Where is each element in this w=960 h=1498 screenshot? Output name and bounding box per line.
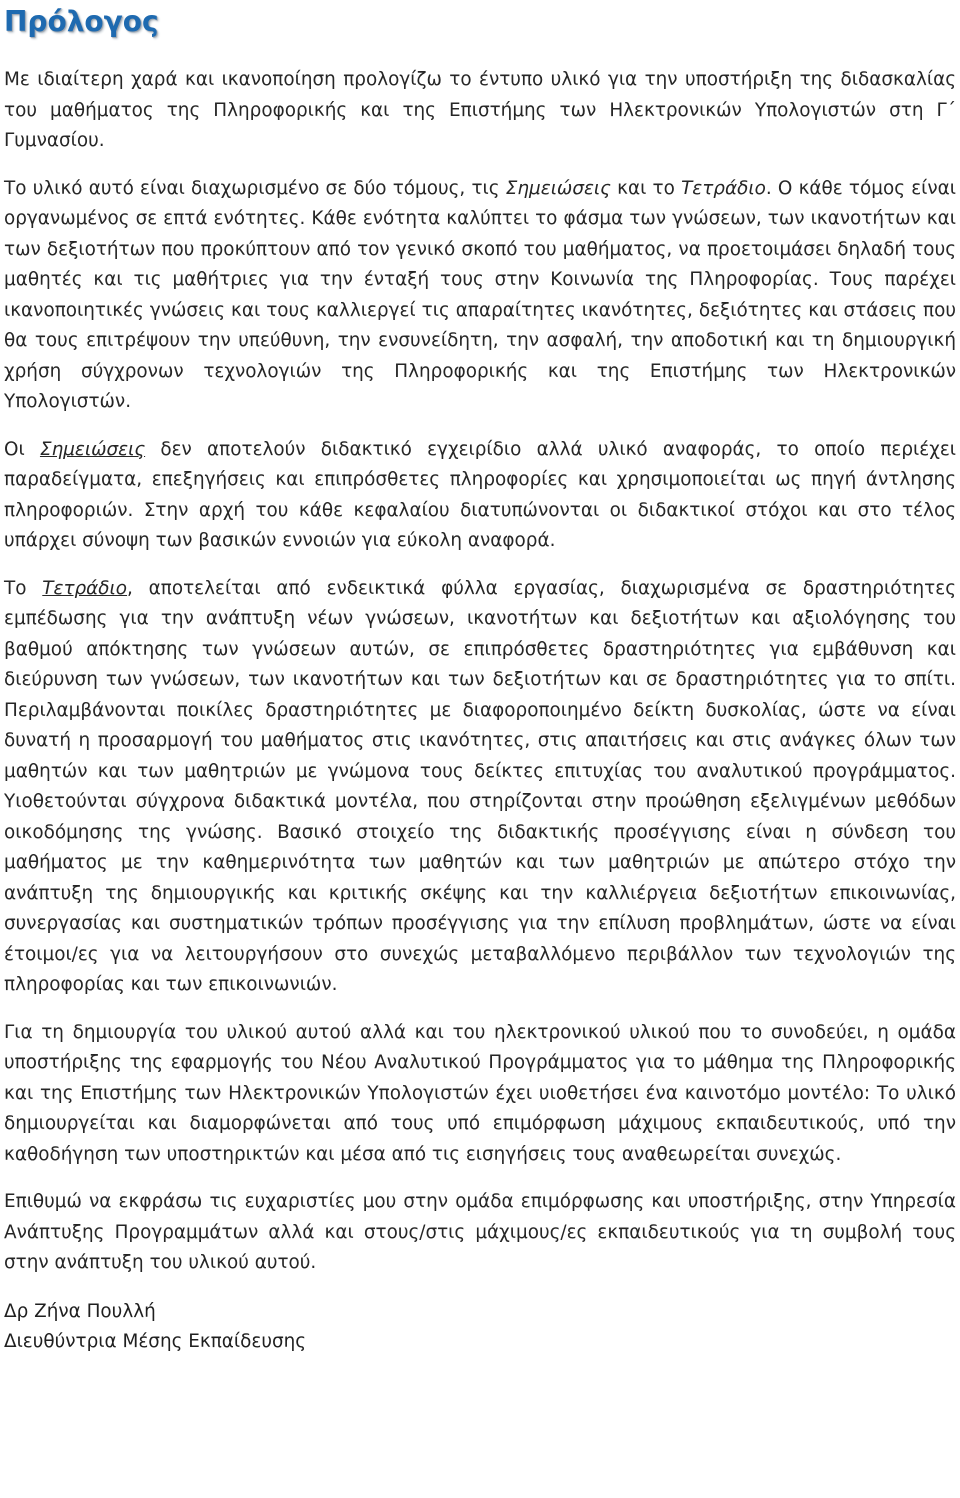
document-body bbox=[4, 65, 956, 1357]
p2-text-e: . Ο κάθε τόμος είναι οργανωμένος σε επτά ενότητες. Κάθε ενότητα καλύπτει το φάσμα των γνώσεων, των ικανοτήτων και των δεξιοτήτων που προκύπτουν από τον γενικό σκοπό του μαθήματος, να προετοιμάσει δηλαδή τους μαθητές και τις μαθήτριες για την ένταξή τους στην Κοινωνία της Πληροφορίας. Τους παρέχει ικανοποιητικές γνώσεις και τους καλλιεργεί τις απαραίτητες ικανότητες, δεξιότητες και στάσεις που θα τους επιτρέψουν την υπεύθυνη, την ενσυνείδητη, την ασφαλή, την αποδοτική και τη δημιουργική χρήση σύγχρονων τεχνολογιών της Πληροφορικής και της Επιστήμης των Ηλεκτρονικών Υπολογιστών. bbox=[4, 177, 956, 412]
p2-text-a: Το υλικό αυτό είναι διαχωρισμένο σε δύο τόμους, τις bbox=[4, 177, 506, 199]
signature-name: Δρ Ζήνα Πουλλή bbox=[4, 1300, 156, 1322]
paragraph-3 bbox=[4, 435, 956, 557]
paragraph-5: Για τη δημιουργία του υλικού αυτού αλλά και του ηλεκτρονικού υλικού που το συνοδεύει, η ομάδα υποστήριξης της εφαρμογής του Νέου Αναλυτικού Προγράμματος για το μάθημα της Πληροφορικής και της Επιστήμης των Ηλεκτρονικών Υπολογιστών έχει υιοθετήσει ένα καινοτόμο μοντέλο: Το υλικό δημιουργείται και διαμορφώνεται από τους υπό επιμόρφωση μάχιμους εκπαιδευτικούς, υπό την καθοδήγηση των υποστηρικτών και μέσα από τις εισηγήσεις τους αναθεωρείται συνεχώς. bbox=[4, 1021, 956, 1165]
p4-workbook-term: Τετράδιο bbox=[42, 577, 128, 599]
page-title: Πρόλογος bbox=[4, 5, 159, 38]
p4-text-a: Το bbox=[4, 577, 43, 599]
signature-role: Διευθύντρια Μέσης Εκπαίδευσης bbox=[4, 1330, 307, 1352]
p2-workbook-term: Τετράδιο bbox=[681, 177, 766, 199]
paragraph-6: Επιθυμώ να εκφράσω τις ευχαριστίες μου στην ομάδα επιμόρφωσης και υποστήριξης, στην Υπηρεσία Ανάπτυξης Προγραμμάτων αλλά και στους/στις μάχιμους/ες εκπαιδευτικούς για τη συμβολή τους στην ανάπτυξη του υλικού αυτού. bbox=[4, 1191, 956, 1273]
p3-text-c: δεν αποτελούν διδακτικό εγχειρίδιο αλλά υλικό αναφοράς, το οποίο περιέχει παραδείγματα, επεξηγήσεις και επιπρόσθετες πληροφορίες και χρησιμοποιείται ως πηγή άντλησης πληροφοριών. Στην αρχή του κάθε κεφαλαίου διατυπώνονται οι διδακτικοί στόχοι και στο τέλος υπάρχει σύνοψη των βασικών εννοιών για εύκολη αναφορά. bbox=[4, 438, 956, 551]
p4-text-c: , αποτελείται από ενδεικτικά φύλλα εργασίας, διαχωρισμένα σε δραστηριότητες εμπέδωσης για την ανάπτυξη νέων γνώσεων, ικανοτήτων και δεξιοτήτων και αξιολόγησης του βαθμού απόκτησης των γνώσεων αυτών, σε επιπρόσθετες δραστηριότητες για εμβάθυνση και διεύρυνση των γνώσεων, των ικανοτήτων και των δεξιοτήτων και σε δραστηριότητες για το σπίτι. Περιλαμβάνονται ποικίλες δραστηριότητες με διαφοροποιημένο δείκτη δυσκολίας, ώστε να είναι δυνατή η προσαρμογή του μαθήματος στις ικανότητες, στις απαιτήσεις και στις ανάγκες όλων των μαθητών και των μαθητριών με γνώμονα τους δείκτες επιτυχίας του αναλυτικού προγράμματος. Υιοθετούνται σύγχρονα διδακτικά μοντέλα, που στηρίζονται στην προώθηση εξελιγμένων μεθόδων οικοδόμησης της γνώσης. Βασικό στοιχείο της διδακτικής προσέγγισης είναι η σύνδεση του μαθήματος με την καθημερινότητα των μαθητών και των μαθητριών με απώτερο στόχο την ανάπτυξη της δημιουργικής και κριτικής σκέψης και την καλλιέργεια δεξιοτήτων επικοινωνίας, συνεργασίας και συστηματικών τρόπων προσέγγισης για την επίλυση προβλημάτων, ώστε να είναι έτοιμοι/ες για να λειτουργήσουν στο συνεχώς μεταβαλλόμενο περιβάλλον των τεχνολογιών της πληροφορίας και των επικοινωνιών. bbox=[4, 577, 956, 995]
signature-block bbox=[4, 1297, 956, 1357]
paragraph-1: Με ιδιαίτερη χαρά και ικανοποίηση προλογίζω το έντυπο υλικό για την υποστήριξη της διδασκαλίας του μαθήματος της Πληροφορικής και της Επιστήμης των Ηλεκτρονικών Υπολογιστών στη Γ΄ Γυμνασίου. bbox=[4, 69, 956, 151]
p2-notes-term: Σημειώσεις bbox=[505, 177, 611, 199]
p3-text-a: Οι bbox=[4, 438, 40, 460]
p2-text-c: και το bbox=[610, 177, 682, 199]
paragraph-4 bbox=[4, 574, 956, 1001]
paragraph-2 bbox=[4, 174, 956, 418]
p3-notes-term: Σημειώσεις bbox=[39, 438, 146, 460]
